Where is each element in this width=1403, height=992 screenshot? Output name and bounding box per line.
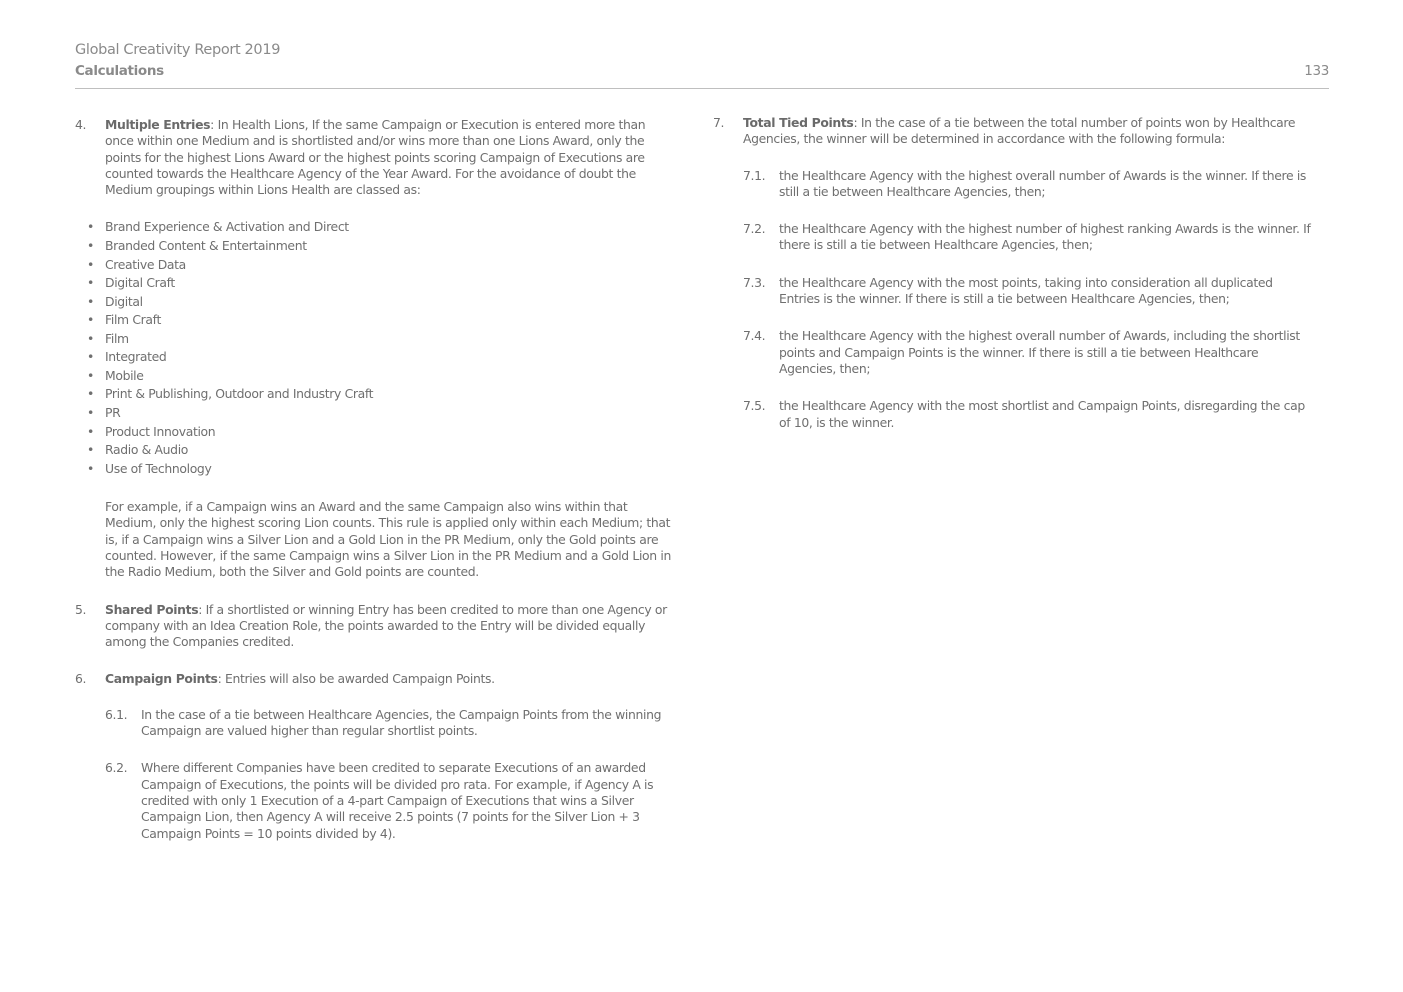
rule-title: Shared Points	[105, 601, 199, 617]
rule-title: Total Tied Points	[743, 115, 854, 130]
medium-list-item	[75, 423, 675, 442]
medium-label: Radio & Audio	[105, 442, 189, 458]
bullet-icon: •	[87, 460, 94, 476]
subrule-7-2	[713, 221, 1315, 254]
medium-label: Film	[105, 330, 129, 346]
subrule-number: 6.1.	[105, 706, 128, 722]
medium-label: Product Innovation	[105, 423, 216, 439]
rule-text: : Entries will also be awarded Campaign Points.	[217, 670, 495, 686]
medium-list-item	[75, 460, 675, 479]
medium-list-item	[75, 256, 675, 275]
subrule-text: the Healthcare Agency with the most shortlist and Campaign Points, disregarding the cap of 10, is the winner.	[779, 398, 1305, 430]
medium-label: Digital Craft	[105, 275, 175, 291]
rule-number: 6.	[75, 670, 87, 686]
page-number: 133	[1304, 63, 1329, 79]
medium-list-item	[75, 274, 675, 293]
rule-title: Campaign Points	[105, 670, 218, 686]
subrule-7-3	[713, 275, 1315, 308]
bullet-icon: •	[87, 256, 94, 272]
bullet-icon: •	[87, 219, 94, 235]
rule-total-tied-points	[713, 115, 1315, 148]
medium-list-item	[75, 311, 675, 330]
medium-label: Use of Technology	[105, 460, 212, 476]
subrule-6-2	[75, 760, 675, 841]
rule-number: 4.	[75, 117, 87, 132]
bullet-icon: •	[87, 386, 94, 402]
medium-label: PR	[105, 404, 121, 420]
rule-text: : In Health Lions, If the same Campaign or Execution is entered more than once within one Medium and is shortlisted and/or wins more than one Lions Award, only the points for the highest Lions Award or the highest points scoring Campaign of Executions are counted towards the Healthcare Agency of the Year Award. For the avoidance of doubt the Medium groupings within Lions Health are classed as:	[105, 117, 646, 198]
page-header	[75, 42, 1329, 89]
medium-label: Integrated	[105, 349, 167, 365]
subrule-7-4	[713, 328, 1315, 377]
subrule-number: 7.2.	[743, 221, 766, 237]
medium-label: Branded Content & Entertainment	[105, 238, 307, 254]
medium-list-item	[75, 330, 675, 349]
subrule-text: the Healthcare Agency with the most points, taking into consideration all duplicated Entries is the winner. If there is still a tie between Healthcare Agencies, then;	[779, 274, 1273, 307]
bullet-icon: •	[87, 330, 94, 346]
medium-groupings-list	[75, 218, 675, 478]
medium-list-item	[75, 293, 675, 312]
bullet-icon: •	[87, 275, 94, 291]
bullet-icon: •	[87, 312, 94, 328]
bullet-icon: •	[87, 423, 94, 439]
example-paragraph: For example, if a Campaign wins an Award and the same Campaign also wins within that Medium, only the highest scoring Lion counts. This rule is applied only within each Medium; that is, if a Campaign wins a Silver Lion and a Gold Lion in the PR Medium, only the Gold points are counted. However, if the same Campaign wins a Silver Lion in the PR Medium and a Gold Lion in the Radio Medium, both the Silver and Gold points are counted.	[105, 499, 671, 580]
subrule-7-1	[713, 168, 1315, 201]
medium-label: Digital	[105, 293, 143, 309]
section-title: Calculations	[75, 63, 164, 79]
right-column	[713, 115, 1315, 452]
medium-list-item	[75, 218, 675, 237]
report-title: Global Creativity Report 2019	[75, 42, 281, 58]
bullet-icon: •	[87, 349, 94, 365]
subrule-text: In the case of a tie between Healthcare Agencies, the Campaign Points from the winning Campaign are valued higher than regular shortlist points.	[141, 706, 662, 739]
medium-list-item	[75, 348, 675, 367]
subrule-6-1	[75, 707, 675, 740]
rule-text: : In the case of a tie between the total number of points won by Healthcare Agencies, the winner will be determined in accordance with the following formula:	[743, 115, 1296, 147]
rule-multiple-entries	[75, 117, 675, 198]
medium-list-item	[75, 385, 675, 404]
subrule-number: 7.1.	[743, 167, 766, 183]
medium-list-item	[75, 441, 675, 460]
bullet-icon: •	[87, 404, 94, 420]
medium-list-item	[75, 367, 675, 386]
rule-number: 5.	[75, 601, 87, 617]
medium-label: Mobile	[105, 367, 144, 383]
subrule-number: 7.3.	[743, 274, 766, 290]
subrule-text: the Healthcare Agency with the highest overall number of Awards is the winner. If there is still a tie between Healthcare Agencies, then;	[779, 167, 1307, 199]
bullet-icon: •	[87, 367, 94, 383]
subrule-text: the Healthcare Agency with the highest overall number of Awards, including the shortlist points and Campaign Points is the winner. If there is still a tie between Healthcare Agencies, then;	[779, 328, 1300, 376]
subrule-7-5	[713, 398, 1315, 431]
subrule-number: 7.5.	[743, 398, 766, 414]
bullet-icon: •	[87, 293, 94, 309]
subrule-text: Where different Companies have been credited to separate Executions of an awarded Campaign of Executions, the points will be divided pro rata. For example, if Agency A is credited with only 1 Execution of a 4-part Campaign of Executions that wins a Silver Campaign Lion, then Agency A will receive 2.5 points (7 points for the Silver Lion + 3 Campaign Points = 10 points divided by 4).	[141, 760, 654, 841]
medium-label: Film Craft	[105, 312, 161, 328]
medium-label: Creative Data	[105, 256, 186, 272]
medium-list-item	[75, 237, 675, 256]
subrule-number: 6.2.	[105, 760, 128, 776]
rule-shared-points	[75, 602, 675, 651]
bullet-icon: •	[87, 238, 94, 254]
medium-label: Brand Experience & Activation and Direct	[105, 219, 349, 235]
subrule-text: the Healthcare Agency with the highest number of highest ranking Awards is the winner. If there is still a tie between Healthcare Agencies, then;	[779, 221, 1311, 253]
subrule-number: 7.4.	[743, 328, 766, 344]
rule-title: Multiple Entries	[105, 117, 211, 132]
rule-number: 7.	[713, 115, 725, 130]
bullet-icon: •	[87, 442, 94, 458]
rule-campaign-points	[75, 671, 675, 687]
medium-list-item	[75, 404, 675, 423]
left-column	[75, 117, 675, 863]
rule-text: : If a shortlisted or winning Entry has been credited to more than one Agency or company with an Idea Creation Role, the points awarded to the Entry will be divided equally among the Companies credited.	[105, 601, 667, 650]
medium-label: Print & Publishing, Outdoor and Industry Craft	[105, 386, 374, 402]
